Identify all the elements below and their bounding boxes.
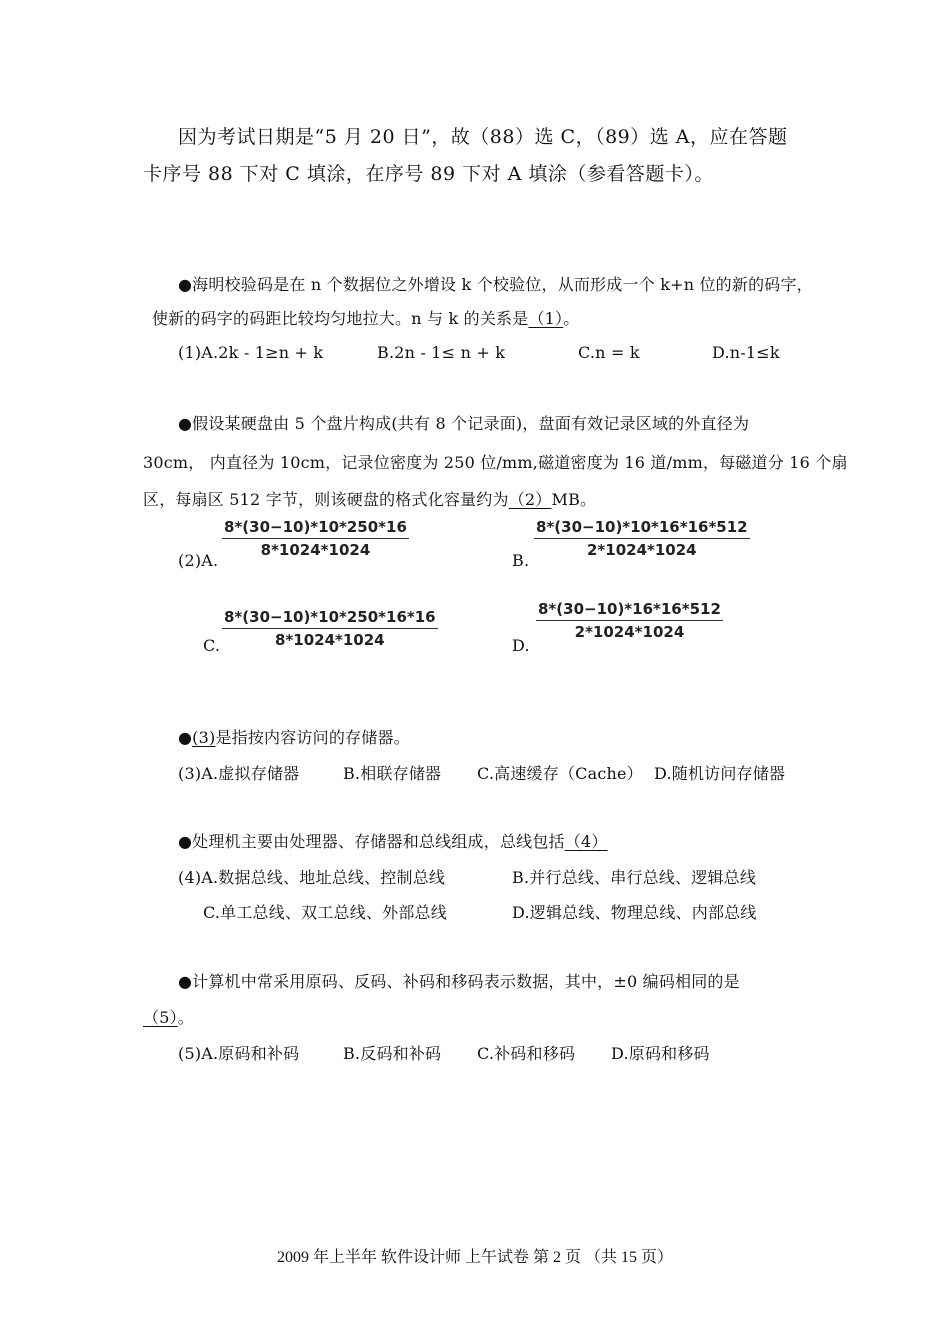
q3-option-a: (3)A.虚拟存储器	[178, 764, 300, 783]
q4-option-a: (4)A.数据总线、地址总线、控制总线	[178, 868, 446, 887]
q3-option-c: C.高速缓存（Cache）	[477, 764, 643, 783]
q2-option-a-denominator: 8*1024*1024	[260, 541, 371, 559]
q2-stem-line-2: 30cm， 内直径为 10cm，记录位密度为 250 位/mm,磁道密度为 16 道/mm，每磁道分 16 个扇	[143, 453, 848, 472]
q1-option-b: B.2n - 1≤ n + k	[377, 343, 506, 362]
q3-answer-blank: (3)	[192, 728, 216, 747]
q4-stem-text: ●处理机主要由处理器、存储器和总线组成，总线包括	[178, 832, 565, 851]
q5-answer-blank: （5）	[143, 1008, 178, 1027]
q4-answer-blank: （4）	[564, 832, 608, 851]
q1-option-a: (1)A.2k - 1≥n + k	[178, 343, 324, 362]
q2-stem-line-3	[143, 487, 596, 510]
q2-option-a-numerator: 8*(30−10)*10*250*16	[222, 518, 409, 539]
q3-bullet: ●	[178, 728, 193, 747]
q2-option-d-numerator: 8*(30−10)*16*16*512	[536, 600, 723, 621]
q1-stem-line-1: ●海明校验码是在 n 个数据位之外增设 k 个校验位，从而形成一个 k+n 位的新的码字，	[178, 275, 813, 294]
q2-option-b-label: B.	[512, 551, 530, 570]
q2-option-c-formula	[222, 608, 438, 649]
q3-option-b: B.相联存储器	[343, 764, 442, 783]
q2-option-a-formula	[222, 518, 409, 559]
q2-option-d-formula	[536, 600, 723, 641]
q5-option-b: B.反码和补码	[343, 1044, 442, 1063]
q2-answer-blank: （2）	[508, 490, 552, 509]
q4-stem	[178, 829, 608, 852]
q2-option-b-formula	[534, 518, 750, 559]
q5-option-d: D.原码和移码	[611, 1044, 710, 1063]
q2-option-a-label: (2)A.	[178, 551, 219, 570]
q1-stem-end: 。	[563, 309, 580, 328]
q5-option-c: C.补码和移码	[477, 1044, 576, 1063]
q5-stem-end: 。	[177, 1008, 194, 1027]
q4-option-c: C.单工总线、双工总线、外部总线	[203, 903, 447, 922]
q1-option-d: D.n-1≤k	[712, 343, 780, 362]
page-footer: 2009 年上半年 软件设计师 上午试卷 第 2 页 （共 15 页）	[276, 1249, 673, 1266]
q4-option-d: D.逻辑总线、物理总线、内部总线	[512, 903, 757, 922]
q2-stem-end: MB。	[551, 490, 597, 509]
intro-line-1: 因为考试日期是“5 月 20 日”，故（88）选 C，（89）选 A，应在答题	[178, 126, 788, 148]
q2-stem-text: 区，每扇区 512 字节，则该硬盘的格式化容量约为	[143, 490, 509, 509]
q2-option-c-denominator: 8*1024*1024	[275, 631, 385, 649]
q2-stem-line-1: ●假设某硬盘由 5 个盘片构成(共有 8 个记录面)，盘面有效记录区域的外直径为	[178, 414, 750, 433]
q2-option-b-denominator: 2*1024*1024	[587, 541, 697, 559]
q5-stem-line-1: ●计算机中常采用原码、反码、补码和移码表示数据，其中，±0 编码相同的是	[178, 972, 740, 991]
q3-option-d: D.随机访问存储器	[654, 764, 786, 783]
q2-option-d-denominator: 2*1024*1024	[574, 623, 685, 641]
q2-option-c-numerator: 8*(30−10)*10*250*16*16	[222, 608, 438, 629]
q2-option-c-label: C.	[203, 636, 221, 655]
q2-option-b-numerator: 8*(30−10)*10*16*16*512	[534, 518, 750, 539]
q5-option-a: (5)A.原码和补码	[178, 1044, 300, 1063]
q1-stem-line-2	[152, 306, 579, 329]
q1-answer-blank: （1）	[528, 309, 564, 328]
q3-stem	[178, 725, 410, 748]
q2-option-d-label: D.	[512, 636, 530, 655]
q3-stem-text: 是指按内容访问的存储器。	[215, 728, 410, 747]
q1-stem-text: 使新的码字的码距比较均匀地拉大。n 与 k 的关系是	[152, 309, 529, 328]
q4-option-b: B.并行总线、串行总线、逻辑总线	[512, 868, 757, 887]
intro-line-2: 卡序号 88 下对 C 填涂，在序号 89 下对 A 填涂（参看答题卡）。	[143, 163, 714, 185]
q5-stem-line-2	[143, 1005, 194, 1028]
q1-option-c: C.n = k	[578, 343, 640, 362]
